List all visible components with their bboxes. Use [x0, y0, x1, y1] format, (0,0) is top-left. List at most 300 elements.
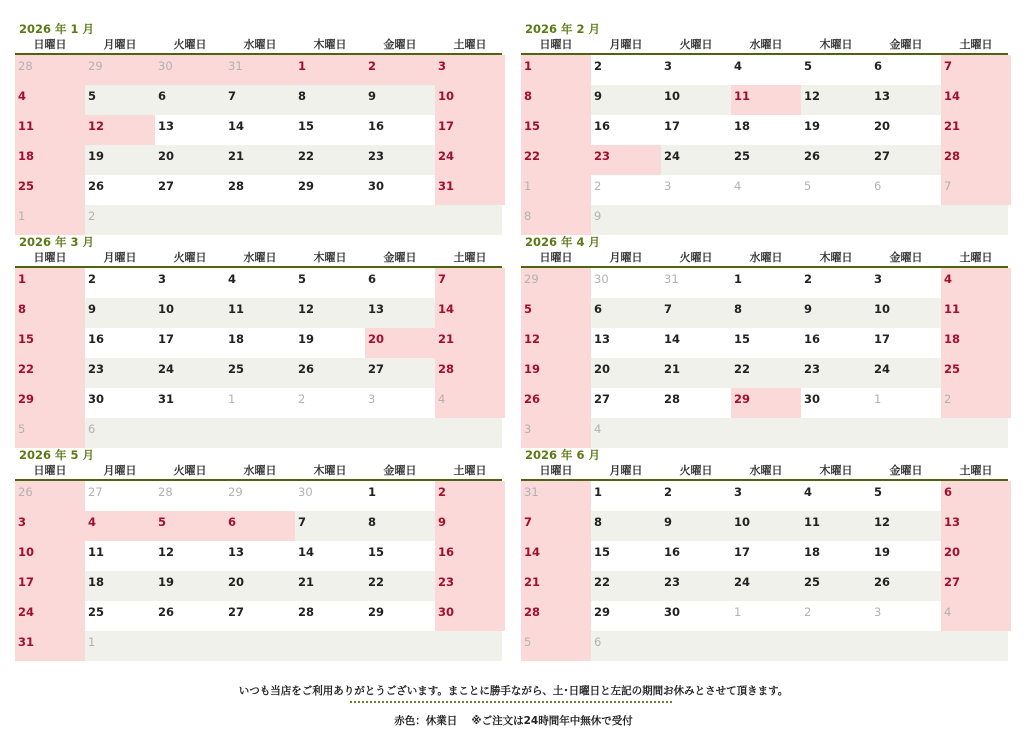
week-row — [521, 268, 1008, 298]
day-cell: 29 — [368, 605, 385, 619]
day-cell: 6 — [594, 302, 603, 316]
weekday-label: 月曜日 — [609, 251, 643, 264]
week-row — [521, 571, 1008, 601]
day-cell — [225, 418, 295, 448]
day-cell: 17 — [734, 545, 751, 559]
weekday-header — [15, 38, 502, 52]
holiday-day-cell: 1 — [521, 55, 591, 85]
week-row — [15, 268, 502, 298]
day-cell: 20 — [228, 575, 245, 589]
day-cell: 13 — [368, 302, 385, 316]
holiday-day-cell: 22 — [521, 145, 591, 175]
day-cell — [871, 631, 941, 661]
day-cell: 27 — [158, 179, 175, 193]
day-cell — [365, 631, 435, 661]
holiday-day-cell: 4 — [435, 388, 505, 418]
weekday-label: 月曜日 — [103, 464, 137, 477]
day-cell: 2 — [594, 179, 602, 193]
day-cell: 30 — [298, 485, 313, 499]
weekday-label: 水曜日 — [243, 251, 277, 264]
day-cell: 7 — [228, 89, 237, 103]
holiday-day-cell: 7 — [941, 175, 1011, 205]
day-cell — [155, 205, 225, 235]
holiday-day-cell: 12 — [85, 115, 155, 145]
weekday-label: 日曜日 — [33, 464, 67, 477]
day-cell — [871, 205, 941, 235]
day-cell: 28 — [664, 392, 681, 406]
week-row — [15, 145, 502, 175]
day-cell: 21 — [298, 575, 315, 589]
day-cell: 18 — [228, 332, 245, 346]
holiday-day-cell: 17 — [15, 571, 85, 601]
day-cell: 16 — [664, 545, 681, 559]
holiday-day-cell: 14 — [941, 85, 1011, 115]
day-cell: 5 — [804, 179, 812, 193]
day-cell: 23 — [664, 575, 681, 589]
holiday-day-cell: 24 — [435, 145, 505, 175]
holiday-day-cell: 1 — [15, 205, 85, 235]
week-row — [521, 511, 1008, 541]
day-cell: 31 — [664, 272, 679, 286]
week-row — [521, 205, 1008, 235]
holiday-day-cell: 7 — [941, 55, 1011, 85]
week-row — [521, 115, 1008, 145]
holiday-day-cell: 16 — [435, 541, 505, 571]
day-cell: 26 — [88, 179, 105, 193]
day-cell: 4 — [804, 485, 813, 499]
holiday-day-cell: 11 — [941, 298, 1011, 328]
day-cell: 10 — [158, 302, 175, 316]
day-cell: 22 — [734, 362, 751, 376]
weekday-label: 金曜日 — [889, 38, 923, 51]
holiday-day-cell: 20 — [365, 328, 435, 358]
day-cell: 13 — [874, 89, 891, 103]
weekday-label: 土曜日 — [959, 38, 993, 51]
weekday-label: 金曜日 — [383, 38, 417, 51]
day-cell: 9 — [594, 89, 603, 103]
week-row — [521, 388, 1008, 418]
day-cell: 4 — [228, 272, 237, 286]
weekday-label: 木曜日 — [819, 251, 853, 264]
week-row — [15, 541, 502, 571]
holiday-day-cell: 2 — [365, 55, 435, 85]
holiday-day-cell: 18 — [941, 328, 1011, 358]
holiday-day-cell: 14 — [521, 541, 591, 571]
day-cell: 13 — [228, 545, 245, 559]
day-cell — [661, 418, 731, 448]
weekday-label: 金曜日 — [889, 464, 923, 477]
day-cell: 18 — [734, 119, 751, 133]
weekday-label: 金曜日 — [889, 251, 923, 264]
day-cell: 7 — [298, 515, 307, 529]
weekday-label: 火曜日 — [173, 464, 207, 477]
day-cell — [661, 631, 731, 661]
day-cell: 30 — [804, 392, 821, 406]
holiday-day-cell: 30 — [155, 55, 225, 85]
day-grid — [15, 55, 502, 235]
weekday-label: 土曜日 — [453, 251, 487, 264]
day-cell: 30 — [664, 605, 681, 619]
holiday-day-cell: 31 — [225, 55, 295, 85]
day-cell: 3 — [368, 392, 376, 406]
day-cell: 5 — [298, 272, 307, 286]
weekday-label: 水曜日 — [243, 464, 277, 477]
day-cell: 5 — [88, 89, 97, 103]
day-cell — [365, 418, 435, 448]
day-cell: 12 — [874, 515, 891, 529]
weekday-label: 月曜日 — [103, 251, 137, 264]
weekday-label: 火曜日 — [679, 38, 713, 51]
day-cell — [801, 631, 871, 661]
holiday-day-cell: 3 — [521, 418, 591, 448]
holiday-day-cell: 14 — [435, 298, 505, 328]
day-cell: 4 — [734, 59, 743, 73]
week-row — [15, 388, 502, 418]
weekday-label: 水曜日 — [749, 251, 783, 264]
holiday-day-cell: 8 — [521, 85, 591, 115]
day-cell: 29 — [594, 605, 611, 619]
day-cell: 27 — [874, 149, 891, 163]
day-cell — [155, 418, 225, 448]
day-cell: 3 — [664, 59, 673, 73]
holiday-day-cell: 4 — [15, 85, 85, 115]
day-cell — [801, 418, 871, 448]
weekday-label: 木曜日 — [819, 38, 853, 51]
holiday-day-cell: 3 — [15, 511, 85, 541]
weekday-label: 金曜日 — [383, 251, 417, 264]
day-cell — [435, 205, 505, 235]
holiday-day-cell: 26 — [15, 481, 85, 511]
holiday-day-cell: 27 — [941, 571, 1011, 601]
month-title: 2026 年 3 月 — [19, 235, 95, 249]
day-cell: 3 — [664, 179, 672, 193]
day-grid — [15, 268, 502, 448]
day-cell: 9 — [88, 302, 97, 316]
day-cell: 23 — [88, 362, 105, 376]
week-row — [521, 328, 1008, 358]
day-cell — [731, 205, 801, 235]
day-cell: 10 — [734, 515, 751, 529]
day-cell: 23 — [804, 362, 821, 376]
day-cell — [941, 205, 1011, 235]
day-cell — [365, 205, 435, 235]
week-row — [15, 601, 502, 631]
day-cell: 22 — [368, 575, 385, 589]
holiday-day-cell: 13 — [941, 511, 1011, 541]
day-cell: 29 — [298, 179, 315, 193]
week-row — [521, 298, 1008, 328]
day-cell: 20 — [594, 362, 611, 376]
weekday-label: 火曜日 — [679, 251, 713, 264]
weekday-label: 土曜日 — [453, 464, 487, 477]
day-cell: 16 — [88, 332, 105, 346]
day-cell — [871, 418, 941, 448]
day-cell: 24 — [158, 362, 175, 376]
day-cell: 31 — [158, 392, 175, 406]
weekday-label: 水曜日 — [749, 38, 783, 51]
holiday-day-cell: 28 — [15, 55, 85, 85]
weekday-label: 木曜日 — [819, 464, 853, 477]
day-cell: 24 — [874, 362, 891, 376]
day-cell: 21 — [228, 149, 245, 163]
weekday-header — [521, 251, 1008, 265]
holiday-day-cell: 1 — [521, 175, 591, 205]
holiday-day-cell: 7 — [521, 511, 591, 541]
day-cell: 2 — [594, 59, 603, 73]
day-cell: 2 — [298, 392, 306, 406]
weekday-label: 火曜日 — [679, 464, 713, 477]
day-cell: 14 — [298, 545, 315, 559]
day-cell: 12 — [158, 545, 175, 559]
day-cell: 26 — [874, 575, 891, 589]
day-cell — [225, 631, 295, 661]
day-cell: 19 — [874, 545, 891, 559]
day-cell: 8 — [298, 89, 307, 103]
holiday-day-cell: 19 — [521, 358, 591, 388]
holiday-day-cell: 12 — [521, 328, 591, 358]
holiday-day-cell: 9 — [435, 511, 505, 541]
day-cell — [295, 631, 365, 661]
day-cell: 1 — [88, 635, 96, 649]
holiday-day-cell: 20 — [941, 541, 1011, 571]
day-cell: 8 — [734, 302, 743, 316]
holiday-day-cell: 23 — [435, 571, 505, 601]
day-cell: 2 — [88, 209, 96, 223]
day-cell: 1 — [368, 485, 377, 499]
week-row — [15, 328, 502, 358]
holiday-day-cell: 5 — [155, 511, 225, 541]
day-cell — [731, 418, 801, 448]
day-cell: 1 — [594, 485, 603, 499]
weekday-label: 日曜日 — [33, 251, 67, 264]
week-row — [15, 85, 502, 115]
weekday-label: 日曜日 — [539, 464, 573, 477]
weekday-header — [15, 251, 502, 265]
holiday-day-cell: 31 — [521, 481, 591, 511]
day-cell: 8 — [594, 515, 603, 529]
holiday-day-cell: 21 — [521, 571, 591, 601]
weekday-label: 土曜日 — [453, 38, 487, 51]
day-cell: 16 — [804, 332, 821, 346]
day-cell: 6 — [874, 59, 883, 73]
day-cell: 9 — [804, 302, 813, 316]
day-cell: 14 — [664, 332, 681, 346]
holiday-day-cell: 2 — [941, 388, 1011, 418]
holiday-day-cell: 18 — [15, 145, 85, 175]
day-cell — [435, 418, 505, 448]
day-cell: 12 — [804, 89, 821, 103]
day-cell: 14 — [228, 119, 245, 133]
day-cell: 11 — [88, 545, 105, 559]
notice-text: いつも当店をご利用ありがとうございます。まことに勝手ながら、土･日曜日と左記の期間お休みとさせて頂きます。 — [238, 685, 789, 697]
day-cell: 13 — [158, 119, 175, 133]
holiday-day-cell: 15 — [521, 115, 591, 145]
day-cell: 3 — [874, 272, 883, 286]
holiday-day-cell: 6 — [225, 511, 295, 541]
day-cell: 18 — [88, 575, 105, 589]
day-cell: 18 — [804, 545, 821, 559]
day-cell: 3 — [734, 485, 743, 499]
holiday-day-cell: 29 — [521, 268, 591, 298]
day-cell: 27 — [368, 362, 385, 376]
dotted-divider — [350, 701, 672, 703]
day-cell: 27 — [88, 485, 103, 499]
day-cell: 4 — [594, 422, 602, 436]
weekday-label: 水曜日 — [243, 38, 277, 51]
day-cell: 2 — [804, 605, 812, 619]
week-row — [15, 358, 502, 388]
month-title: 2026 年 4 月 — [525, 235, 601, 249]
day-cell: 24 — [734, 575, 751, 589]
holiday-day-cell: 26 — [521, 388, 591, 418]
holiday-day-cell: 29 — [15, 388, 85, 418]
holiday-day-cell: 21 — [435, 328, 505, 358]
holiday-day-cell: 15 — [15, 328, 85, 358]
holiday-day-cell: 29 — [731, 388, 801, 418]
day-cell — [801, 205, 871, 235]
day-cell: 15 — [368, 545, 385, 559]
day-cell: 3 — [158, 272, 167, 286]
day-cell: 21 — [664, 362, 681, 376]
holiday-day-cell: 11 — [731, 85, 801, 115]
holiday-day-cell: 5 — [521, 631, 591, 661]
weekday-label: 火曜日 — [173, 251, 207, 264]
weekday-label: 日曜日 — [539, 38, 573, 51]
day-cell: 17 — [874, 332, 891, 346]
day-cell: 26 — [158, 605, 175, 619]
holiday-day-cell: 23 — [591, 145, 661, 175]
day-cell: 11 — [228, 302, 245, 316]
day-cell: 6 — [368, 272, 377, 286]
weekday-label: 土曜日 — [959, 464, 993, 477]
week-row — [15, 571, 502, 601]
holiday-day-cell: 5 — [521, 298, 591, 328]
holiday-day-cell: 29 — [85, 55, 155, 85]
holiday-day-cell: 10 — [15, 541, 85, 571]
day-cell: 5 — [874, 485, 883, 499]
weekday-label: 火曜日 — [173, 38, 207, 51]
holiday-day-cell: 31 — [435, 175, 505, 205]
day-cell — [941, 418, 1011, 448]
day-cell: 16 — [368, 119, 385, 133]
week-row — [521, 631, 1008, 661]
day-cell: 5 — [804, 59, 813, 73]
legend-text: 赤色：休業日 ※ご注文は24時間年中無休で受付 — [394, 715, 633, 727]
weekday-header — [521, 38, 1008, 52]
week-row — [15, 175, 502, 205]
month-title: 2026 年 1 月 — [19, 22, 95, 36]
weekday-label: 水曜日 — [749, 464, 783, 477]
day-cell: 17 — [158, 332, 175, 346]
day-cell: 19 — [158, 575, 175, 589]
day-cell: 25 — [804, 575, 821, 589]
day-cell: 3 — [874, 605, 882, 619]
day-cell — [731, 631, 801, 661]
day-cell: 9 — [594, 209, 602, 223]
weekday-label: 金曜日 — [383, 464, 417, 477]
weekday-label: 木曜日 — [313, 464, 347, 477]
day-cell: 6 — [158, 89, 167, 103]
day-cell: 19 — [298, 332, 315, 346]
weekday-label: 月曜日 — [609, 464, 643, 477]
day-cell: 15 — [594, 545, 611, 559]
weekday-label: 土曜日 — [959, 251, 993, 264]
week-row — [521, 418, 1008, 448]
holiday-day-cell: 28 — [941, 145, 1011, 175]
holiday-day-cell: 8 — [15, 298, 85, 328]
day-cell: 30 — [594, 272, 609, 286]
holiday-day-cell: 30 — [435, 601, 505, 631]
day-grid — [15, 481, 502, 661]
month-title: 2026 年 6 月 — [525, 448, 601, 462]
holiday-day-cell: 24 — [15, 601, 85, 631]
holiday-day-cell: 22 — [15, 358, 85, 388]
day-cell: 26 — [804, 149, 821, 163]
day-cell: 15 — [734, 332, 751, 346]
holiday-day-cell: 8 — [521, 205, 591, 235]
day-cell: 22 — [298, 149, 315, 163]
holiday-day-cell: 11 — [15, 115, 85, 145]
day-cell: 28 — [298, 605, 315, 619]
day-cell: 1 — [228, 392, 236, 406]
week-row — [15, 631, 502, 661]
day-cell: 2 — [88, 272, 97, 286]
day-cell: 11 — [804, 515, 821, 529]
holiday-day-cell: 10 — [435, 85, 505, 115]
weekday-header — [15, 464, 502, 478]
day-cell: 27 — [594, 392, 611, 406]
holiday-day-cell: 1 — [295, 55, 365, 85]
day-cell: 27 — [228, 605, 245, 619]
holiday-day-cell: 6 — [941, 481, 1011, 511]
weekday-header — [521, 464, 1008, 478]
week-row — [15, 481, 502, 511]
weekday-label: 木曜日 — [313, 251, 347, 264]
holiday-day-cell: 17 — [435, 115, 505, 145]
week-row — [521, 481, 1008, 511]
day-cell — [295, 205, 365, 235]
holiday-day-cell: 2 — [435, 481, 505, 511]
day-cell: 7 — [664, 302, 673, 316]
holiday-day-cell: 7 — [435, 268, 505, 298]
day-cell — [941, 631, 1011, 661]
day-cell: 2 — [664, 485, 673, 499]
day-cell: 28 — [228, 179, 245, 193]
day-cell: 9 — [368, 89, 377, 103]
holiday-day-cell: 1 — [15, 268, 85, 298]
day-cell: 10 — [664, 89, 681, 103]
day-cell: 6 — [88, 422, 96, 436]
holiday-day-cell: 31 — [15, 631, 85, 661]
day-cell — [155, 631, 225, 661]
holiday-day-cell: 25 — [15, 175, 85, 205]
week-row — [15, 418, 502, 448]
day-cell: 9 — [664, 515, 673, 529]
month-title: 2026 年 5 月 — [19, 448, 95, 462]
week-row — [15, 205, 502, 235]
day-cell: 29 — [228, 485, 243, 499]
day-cell: 25 — [228, 362, 245, 376]
week-row — [521, 55, 1008, 85]
day-cell: 17 — [664, 119, 681, 133]
week-row — [521, 145, 1008, 175]
day-grid — [521, 481, 1008, 661]
day-cell: 30 — [368, 179, 385, 193]
week-row — [521, 541, 1008, 571]
holiday-day-cell: 4 — [85, 511, 155, 541]
weekday-label: 日曜日 — [539, 251, 573, 264]
day-cell: 24 — [664, 149, 681, 163]
